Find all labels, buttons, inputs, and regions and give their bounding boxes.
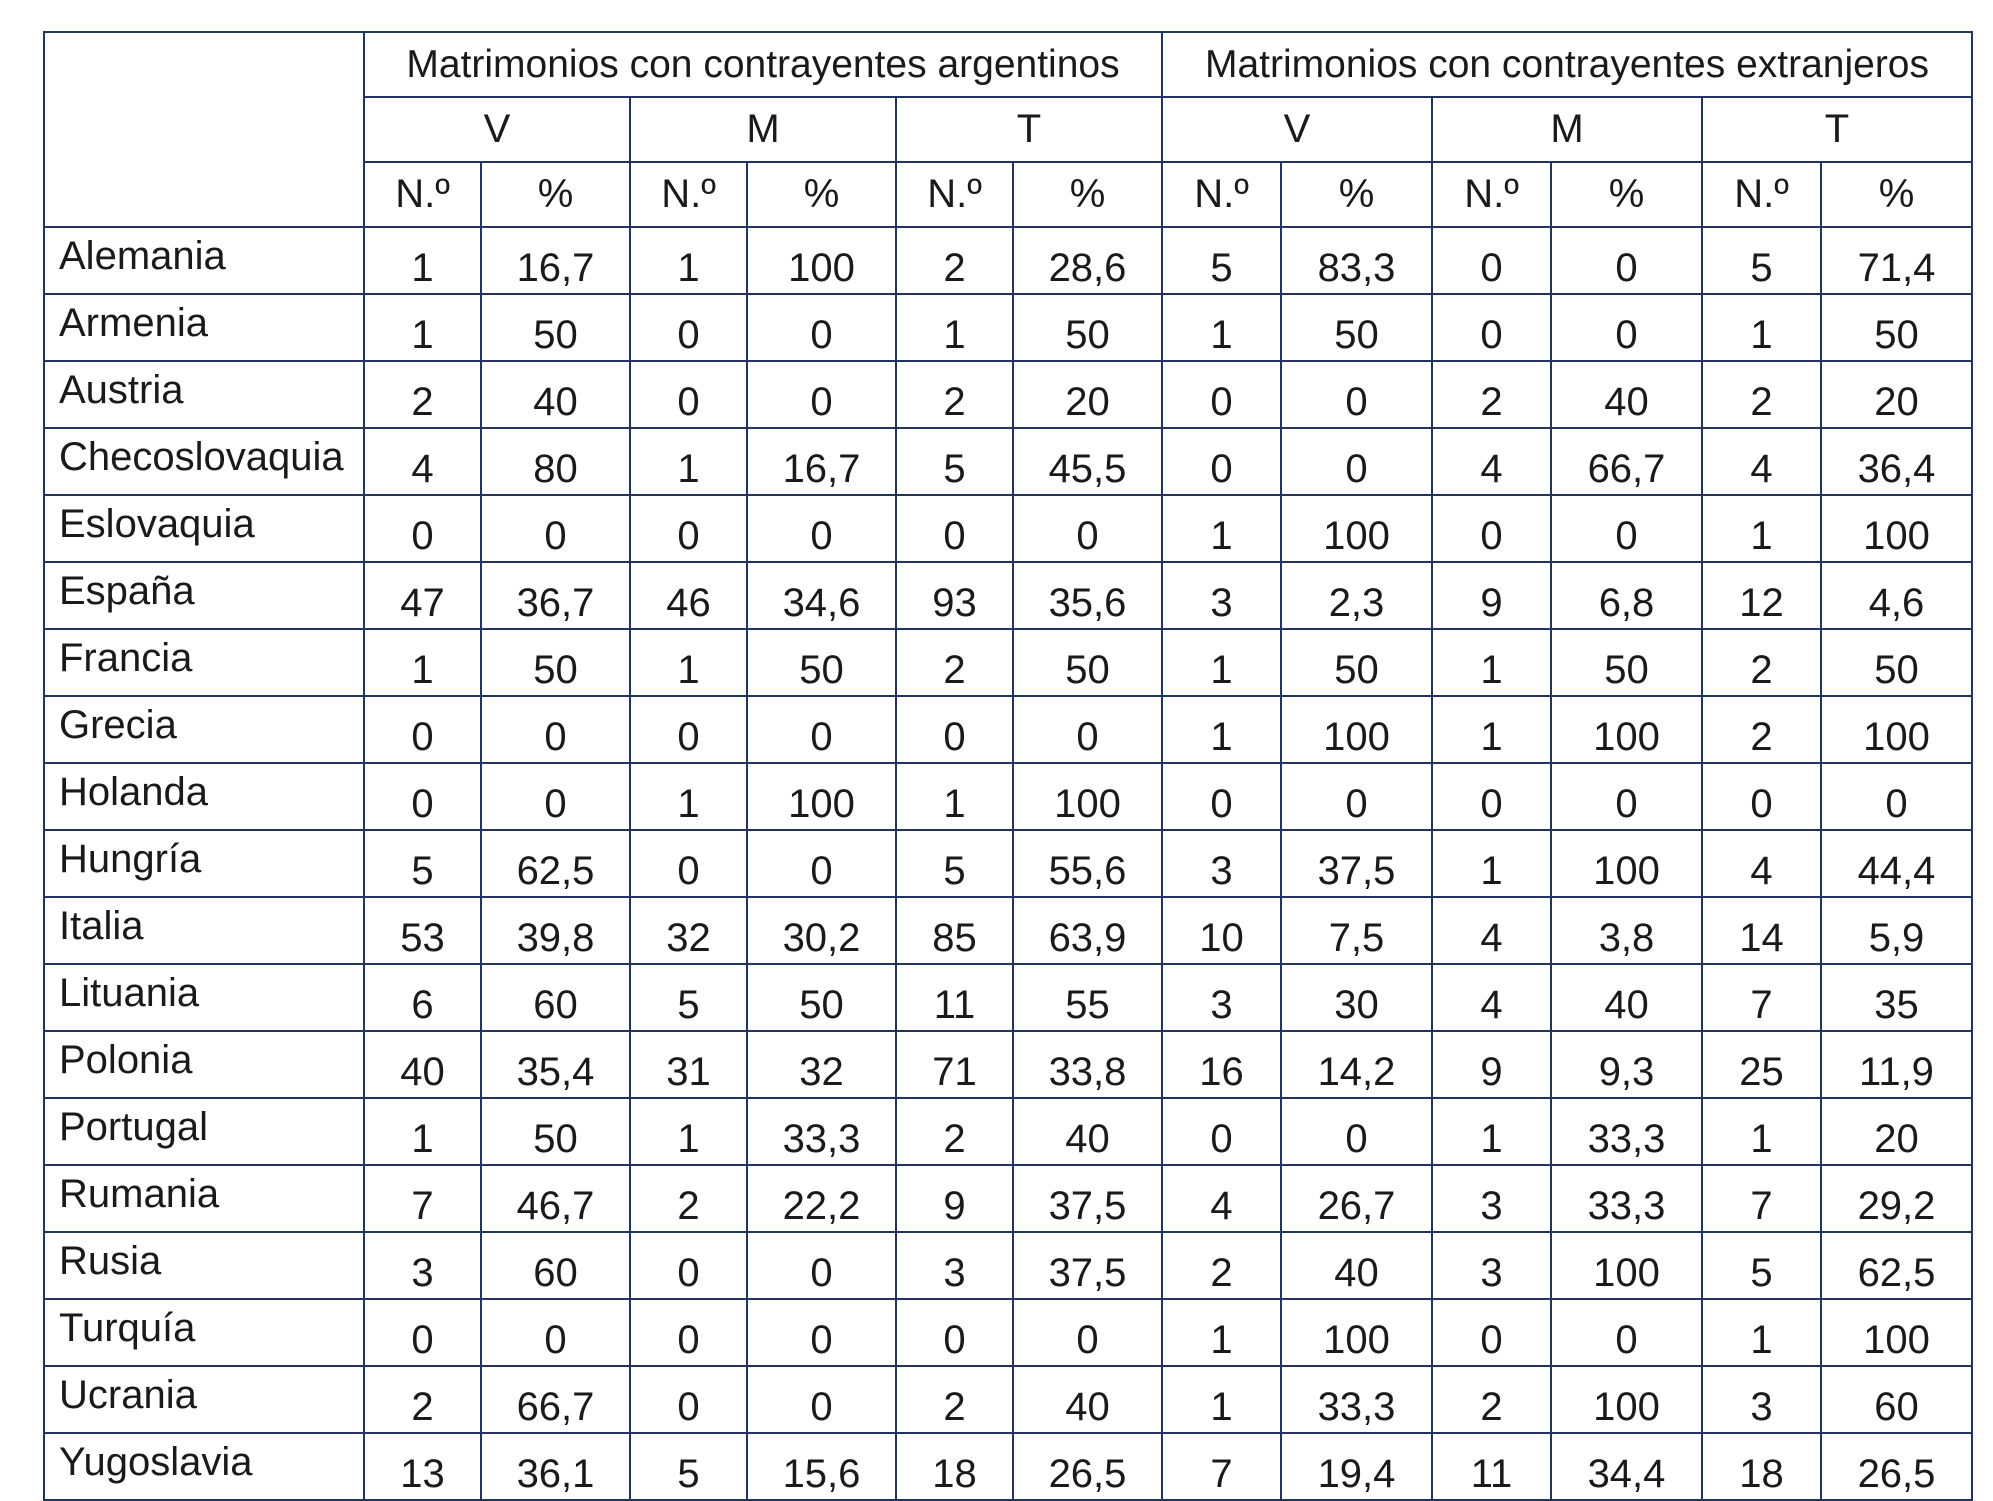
- value-cell: 34,4: [1551, 1433, 1702, 1500]
- value-cell: 53: [364, 897, 481, 964]
- value-cell: 0: [1551, 495, 1702, 562]
- value-cell: 3,8: [1551, 897, 1702, 964]
- value-cell: 1: [896, 294, 1013, 361]
- country-cell: Armenia: [44, 294, 364, 361]
- value-cell: 0: [364, 1299, 481, 1366]
- value-cell: 18: [896, 1433, 1013, 1500]
- value-cell: 0: [747, 294, 896, 361]
- value-cell: 31: [630, 1031, 747, 1098]
- table-row: [44, 696, 1972, 763]
- value-cell: 9: [1432, 562, 1551, 629]
- value-cell: 7: [364, 1165, 481, 1232]
- value-cell: 4,6: [1821, 562, 1972, 629]
- value-cell: 93: [896, 562, 1013, 629]
- value-cell: 1: [364, 294, 481, 361]
- column-header: N.º: [1162, 162, 1281, 227]
- value-cell: 7: [1702, 964, 1821, 1031]
- value-cell: 40: [1281, 1232, 1432, 1299]
- value-cell: 80: [481, 428, 630, 495]
- value-cell: 0: [1551, 1299, 1702, 1366]
- value-cell: 34,6: [747, 562, 896, 629]
- country-cell: Hungría: [44, 830, 364, 897]
- value-cell: 0: [1551, 227, 1702, 294]
- value-cell: 0: [1162, 361, 1281, 428]
- table-row: [44, 1366, 1972, 1433]
- value-cell: 15,6: [747, 1433, 896, 1500]
- table-row: [44, 897, 1972, 964]
- table-row: [44, 629, 1972, 696]
- column-header: %: [1821, 162, 1972, 227]
- value-cell: 50: [1013, 629, 1162, 696]
- value-cell: 0: [1432, 294, 1551, 361]
- value-cell: 4: [1162, 1165, 1281, 1232]
- value-cell: 66,7: [481, 1366, 630, 1433]
- value-cell: 35,4: [481, 1031, 630, 1098]
- value-cell: 0: [481, 763, 630, 830]
- value-cell: 2: [1702, 361, 1821, 428]
- table-row: [44, 361, 1972, 428]
- value-cell: 2: [1702, 629, 1821, 696]
- value-cell: 35,6: [1013, 562, 1162, 629]
- value-cell: 2: [630, 1165, 747, 1232]
- column-header: %: [747, 162, 896, 227]
- country-cell: Yugoslavia: [44, 1433, 364, 1500]
- value-cell: 0: [747, 1366, 896, 1433]
- country-cell: Ucrania: [44, 1366, 364, 1433]
- value-cell: 30,2: [747, 897, 896, 964]
- country-cell: Alemania: [44, 227, 364, 294]
- subgroup-header: V: [364, 97, 630, 162]
- table-body: [44, 227, 1972, 1500]
- value-cell: 20: [1821, 361, 1972, 428]
- value-cell: 2: [896, 1098, 1013, 1165]
- value-cell: 0: [1162, 428, 1281, 495]
- value-cell: 32: [747, 1031, 896, 1098]
- value-cell: 100: [1821, 495, 1972, 562]
- value-cell: 20: [1013, 361, 1162, 428]
- value-cell: 0: [1013, 1299, 1162, 1366]
- value-cell: 1: [1432, 830, 1551, 897]
- value-cell: 2: [896, 1366, 1013, 1433]
- value-cell: 44,4: [1821, 830, 1972, 897]
- value-cell: 7: [1702, 1165, 1821, 1232]
- column-header: %: [481, 162, 630, 227]
- value-cell: 25: [1702, 1031, 1821, 1098]
- value-cell: 5: [896, 830, 1013, 897]
- value-cell: 2: [1432, 361, 1551, 428]
- table-row: [44, 1232, 1972, 1299]
- value-cell: 5: [1162, 227, 1281, 294]
- value-cell: 0: [747, 1299, 896, 1366]
- value-cell: 0: [896, 696, 1013, 763]
- value-cell: 50: [1281, 294, 1432, 361]
- value-cell: 26,7: [1281, 1165, 1432, 1232]
- value-cell: 0: [630, 495, 747, 562]
- country-cell: España: [44, 562, 364, 629]
- marriage-table: [43, 31, 1973, 1501]
- subgroup-header: T: [896, 97, 1162, 162]
- value-cell: 2: [896, 629, 1013, 696]
- value-cell: 16: [1162, 1031, 1281, 1098]
- value-cell: 0: [630, 294, 747, 361]
- value-cell: 46: [630, 562, 747, 629]
- column-header: %: [1281, 162, 1432, 227]
- value-cell: 4: [1432, 428, 1551, 495]
- value-cell: 50: [1821, 629, 1972, 696]
- value-cell: 33,3: [1551, 1165, 1702, 1232]
- value-cell: 0: [481, 696, 630, 763]
- country-cell: Italia: [44, 897, 364, 964]
- value-cell: 1: [364, 1098, 481, 1165]
- value-cell: 5: [896, 428, 1013, 495]
- value-cell: 40: [1551, 964, 1702, 1031]
- value-cell: 55: [1013, 964, 1162, 1031]
- value-cell: 10: [1162, 897, 1281, 964]
- value-cell: 71: [896, 1031, 1013, 1098]
- value-cell: 4: [364, 428, 481, 495]
- value-cell: 1: [1702, 1098, 1821, 1165]
- value-cell: 2: [1162, 1232, 1281, 1299]
- value-cell: 0: [1281, 361, 1432, 428]
- value-cell: 3: [1432, 1232, 1551, 1299]
- value-cell: 3: [1702, 1366, 1821, 1433]
- value-cell: 0: [630, 1299, 747, 1366]
- value-cell: 6: [364, 964, 481, 1031]
- value-cell: 11: [896, 964, 1013, 1031]
- value-cell: 0: [364, 495, 481, 562]
- value-cell: 19,4: [1281, 1433, 1432, 1500]
- value-cell: 100: [1551, 830, 1702, 897]
- value-cell: 0: [1432, 1299, 1551, 1366]
- value-cell: 35: [1821, 964, 1972, 1031]
- value-cell: 26,5: [1821, 1433, 1972, 1500]
- value-cell: 62,5: [481, 830, 630, 897]
- value-cell: 1: [364, 227, 481, 294]
- value-cell: 9,3: [1551, 1031, 1702, 1098]
- value-cell: 13: [364, 1433, 481, 1500]
- value-cell: 0: [1162, 763, 1281, 830]
- country-cell: Francia: [44, 629, 364, 696]
- value-cell: 1: [630, 629, 747, 696]
- value-cell: 36,1: [481, 1433, 630, 1500]
- group-header-extranjeros: Matrimonios con contrayentes extranjeros: [1162, 32, 1972, 97]
- value-cell: 0: [630, 361, 747, 428]
- value-cell: 0: [1702, 763, 1821, 830]
- column-header: N.º: [1702, 162, 1821, 227]
- value-cell: 85: [896, 897, 1013, 964]
- value-cell: 4: [1432, 964, 1551, 1031]
- value-cell: 9: [896, 1165, 1013, 1232]
- value-cell: 60: [1821, 1366, 1972, 1433]
- value-cell: 0: [747, 830, 896, 897]
- value-cell: 100: [1013, 763, 1162, 830]
- value-cell: 3: [364, 1232, 481, 1299]
- value-cell: 50: [481, 629, 630, 696]
- table-row: [44, 964, 1972, 1031]
- table-row: [44, 1433, 1972, 1500]
- country-cell: Turquía: [44, 1299, 364, 1366]
- value-cell: 0: [1281, 763, 1432, 830]
- value-cell: 0: [630, 1232, 747, 1299]
- value-cell: 0: [364, 696, 481, 763]
- value-cell: 37,5: [1013, 1232, 1162, 1299]
- value-cell: 2: [896, 227, 1013, 294]
- value-cell: 5,9: [1821, 897, 1972, 964]
- value-cell: 1: [1432, 1098, 1551, 1165]
- country-cell: Holanda: [44, 763, 364, 830]
- value-cell: 11: [1432, 1433, 1551, 1500]
- value-cell: 71,4: [1821, 227, 1972, 294]
- value-cell: 0: [747, 696, 896, 763]
- value-cell: 12: [1702, 562, 1821, 629]
- value-cell: 100: [1281, 495, 1432, 562]
- table-row: [44, 830, 1972, 897]
- value-cell: 60: [481, 964, 630, 1031]
- value-cell: 0: [630, 830, 747, 897]
- value-cell: 1: [1432, 629, 1551, 696]
- value-cell: 100: [1551, 1232, 1702, 1299]
- value-cell: 39,8: [481, 897, 630, 964]
- group-header-argentinos: Matrimonios con contrayentes argentinos: [364, 32, 1162, 97]
- value-cell: 1: [630, 763, 747, 830]
- value-cell: 0: [747, 1232, 896, 1299]
- value-cell: 45,5: [1013, 428, 1162, 495]
- value-cell: 100: [1821, 696, 1972, 763]
- value-cell: 0: [1281, 428, 1432, 495]
- value-cell: 40: [481, 361, 630, 428]
- value-cell: 40: [1551, 361, 1702, 428]
- country-cell: Eslovaquia: [44, 495, 364, 562]
- value-cell: 0: [630, 1366, 747, 1433]
- value-cell: 40: [364, 1031, 481, 1098]
- value-cell: 32: [630, 897, 747, 964]
- value-cell: 37,5: [1281, 830, 1432, 897]
- value-cell: 100: [1281, 1299, 1432, 1366]
- subgroup-header: M: [1432, 97, 1702, 162]
- value-cell: 7: [1162, 1433, 1281, 1500]
- value-cell: 46,7: [481, 1165, 630, 1232]
- value-cell: 50: [747, 964, 896, 1031]
- value-cell: 0: [1013, 696, 1162, 763]
- value-cell: 7,5: [1281, 897, 1432, 964]
- column-header: N.º: [630, 162, 747, 227]
- table-row: [44, 428, 1972, 495]
- column-header: N.º: [1432, 162, 1551, 227]
- value-cell: 16,7: [747, 428, 896, 495]
- value-cell: 0: [1432, 763, 1551, 830]
- value-cell: 4: [1702, 830, 1821, 897]
- value-cell: 5: [364, 830, 481, 897]
- value-cell: 1: [1162, 294, 1281, 361]
- value-cell: 1: [1702, 1299, 1821, 1366]
- value-cell: 5: [1702, 1232, 1821, 1299]
- value-cell: 100: [1551, 1366, 1702, 1433]
- value-cell: 14,2: [1281, 1031, 1432, 1098]
- value-cell: 1: [630, 1098, 747, 1165]
- value-cell: 50: [481, 1098, 630, 1165]
- value-cell: 1: [1702, 294, 1821, 361]
- value-cell: 6,8: [1551, 562, 1702, 629]
- table-row: [44, 1165, 1972, 1232]
- country-cell: Grecia: [44, 696, 364, 763]
- value-cell: 1: [1702, 495, 1821, 562]
- value-cell: 1: [1162, 696, 1281, 763]
- value-cell: 0: [1551, 294, 1702, 361]
- value-cell: 1: [896, 763, 1013, 830]
- value-cell: 2: [1432, 1366, 1551, 1433]
- value-cell: 0: [1432, 227, 1551, 294]
- value-cell: 50: [1821, 294, 1972, 361]
- country-cell: Checoslovaquia: [44, 428, 364, 495]
- table-row: [44, 1299, 1972, 1366]
- table-row: [44, 1031, 1972, 1098]
- column-header: N.º: [896, 162, 1013, 227]
- value-cell: 0: [896, 495, 1013, 562]
- value-cell: 3: [1432, 1165, 1551, 1232]
- value-cell: 100: [747, 227, 896, 294]
- table-row: [44, 227, 1972, 294]
- table-container: [43, 31, 1973, 1501]
- value-cell: 0: [1013, 495, 1162, 562]
- value-cell: 0: [747, 361, 896, 428]
- value-cell: 100: [1551, 696, 1702, 763]
- value-cell: 0: [1821, 763, 1972, 830]
- value-cell: 0: [481, 1299, 630, 1366]
- value-cell: 26,5: [1013, 1433, 1162, 1500]
- value-cell: 2: [364, 1366, 481, 1433]
- value-cell: 33,8: [1013, 1031, 1162, 1098]
- country-cell: Polonia: [44, 1031, 364, 1098]
- value-cell: 40: [1013, 1366, 1162, 1433]
- header-row-groups: [44, 32, 1972, 97]
- value-cell: 66,7: [1551, 428, 1702, 495]
- value-cell: 4: [1432, 897, 1551, 964]
- value-cell: 0: [1281, 1098, 1432, 1165]
- value-cell: 0: [481, 495, 630, 562]
- value-cell: 29,2: [1821, 1165, 1972, 1232]
- table-row: [44, 763, 1972, 830]
- column-header: %: [1551, 162, 1702, 227]
- value-cell: 37,5: [1013, 1165, 1162, 1232]
- subgroup-header: M: [630, 97, 896, 162]
- value-cell: 55,6: [1013, 830, 1162, 897]
- table-row: [44, 1098, 1972, 1165]
- value-cell: 40: [1013, 1098, 1162, 1165]
- value-cell: 5: [630, 964, 747, 1031]
- value-cell: 2: [896, 361, 1013, 428]
- value-cell: 1: [1432, 696, 1551, 763]
- value-cell: 3: [1162, 562, 1281, 629]
- value-cell: 100: [747, 763, 896, 830]
- value-cell: 1: [630, 428, 747, 495]
- subgroup-header: V: [1162, 97, 1432, 162]
- country-cell: Lituania: [44, 964, 364, 1031]
- value-cell: 1: [1162, 629, 1281, 696]
- value-cell: 0: [1551, 763, 1702, 830]
- value-cell: 0: [364, 763, 481, 830]
- value-cell: 16,7: [481, 227, 630, 294]
- value-cell: 0: [630, 696, 747, 763]
- value-cell: 1: [1162, 1299, 1281, 1366]
- country-cell: Portugal: [44, 1098, 364, 1165]
- value-cell: 62,5: [1821, 1232, 1972, 1299]
- value-cell: 1: [1162, 1366, 1281, 1433]
- corner-cell: [44, 32, 364, 227]
- value-cell: 1: [630, 227, 747, 294]
- value-cell: 11,9: [1821, 1031, 1972, 1098]
- value-cell: 9: [1432, 1031, 1551, 1098]
- value-cell: 50: [1551, 629, 1702, 696]
- value-cell: 5: [1702, 227, 1821, 294]
- value-cell: 36,4: [1821, 428, 1972, 495]
- value-cell: 0: [1432, 495, 1551, 562]
- value-cell: 63,9: [1013, 897, 1162, 964]
- value-cell: 83,3: [1281, 227, 1432, 294]
- value-cell: 50: [747, 629, 896, 696]
- value-cell: 33,3: [1551, 1098, 1702, 1165]
- value-cell: 100: [1821, 1299, 1972, 1366]
- value-cell: 50: [481, 294, 630, 361]
- value-cell: 20: [1821, 1098, 1972, 1165]
- value-cell: 2: [364, 361, 481, 428]
- value-cell: 28,6: [1013, 227, 1162, 294]
- value-cell: 0: [896, 1299, 1013, 1366]
- value-cell: 0: [1162, 1098, 1281, 1165]
- value-cell: 3: [1162, 964, 1281, 1031]
- value-cell: 0: [747, 495, 896, 562]
- value-cell: 36,7: [481, 562, 630, 629]
- value-cell: 50: [1281, 629, 1432, 696]
- value-cell: 47: [364, 562, 481, 629]
- subgroup-header: T: [1702, 97, 1972, 162]
- value-cell: 3: [896, 1232, 1013, 1299]
- value-cell: 3: [1162, 830, 1281, 897]
- value-cell: 100: [1281, 696, 1432, 763]
- value-cell: 22,2: [747, 1165, 896, 1232]
- country-cell: Rusia: [44, 1232, 364, 1299]
- value-cell: 33,3: [747, 1098, 896, 1165]
- value-cell: 5: [630, 1433, 747, 1500]
- value-cell: 1: [1162, 495, 1281, 562]
- value-cell: 60: [481, 1232, 630, 1299]
- country-cell: Rumania: [44, 1165, 364, 1232]
- value-cell: 14: [1702, 897, 1821, 964]
- value-cell: 30: [1281, 964, 1432, 1031]
- value-cell: 2: [1702, 696, 1821, 763]
- value-cell: 2,3: [1281, 562, 1432, 629]
- table-row: [44, 562, 1972, 629]
- table-row: [44, 495, 1972, 562]
- value-cell: 18: [1702, 1433, 1821, 1500]
- value-cell: 4: [1702, 428, 1821, 495]
- country-cell: Austria: [44, 361, 364, 428]
- column-header: N.º: [364, 162, 481, 227]
- value-cell: 1: [364, 629, 481, 696]
- value-cell: 50: [1013, 294, 1162, 361]
- column-header: %: [1013, 162, 1162, 227]
- value-cell: 33,3: [1281, 1366, 1432, 1433]
- table-row: [44, 294, 1972, 361]
